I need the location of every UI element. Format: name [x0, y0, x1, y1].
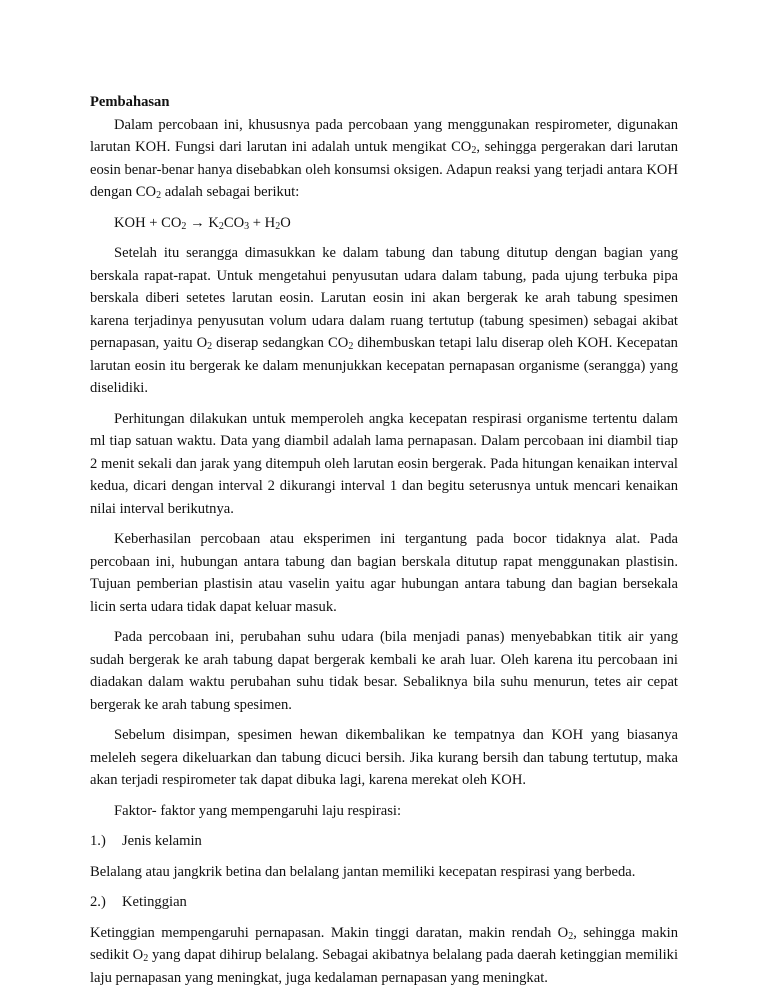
- subscript: 2: [348, 341, 354, 352]
- text-run: CO: [223, 214, 245, 231]
- text-run: , sehingga pergerakan dari larutan eosin benar-benar hanya disebabkan oleh konsumsi oksigen. Adapun reaksi yang terjadi antara KOH dengan CO: [90, 139, 679, 200]
- subscript: 3: [244, 220, 250, 232]
- text-run: → K: [186, 214, 219, 231]
- section-heading: Pembahasan: [90, 94, 170, 110]
- subscript: 2: [181, 220, 187, 232]
- paragraph-factors-intro: Faktor- faktor yang mempengaruhi laju respirasi:: [114, 802, 402, 819]
- document-page: [90, 91, 678, 997]
- text-run: Setelah itu serangga dimasukkan ke dalam tabung dan tabung ditutup dengan bagian yang berskala rapat-rapat. Untuk mengetahui penyusutan udara dalam tabung, pada ujung terbuka pipa berskala diberi setetes larutan eosin. Larutan eosin ini akan bergerak ke arah tabung spesimen karena terjadinya penyusutan volum udara dalam ruang tertutup (tabung spesimen) sebagai akibat pernapasan, yaitu O: [90, 245, 678, 351]
- list-label: Ketinggian: [122, 894, 187, 910]
- reaction-equation: [114, 212, 678, 235]
- list-number: 1.): [90, 833, 106, 849]
- paragraph-gender: Belalang atau jangkrik betina dan belalang jantan memiliki kecepatan respirasi yang berbeda.: [90, 863, 636, 880]
- text-run: , sehingga makin sedikit O: [90, 924, 678, 963]
- list-number: 2.): [90, 894, 106, 910]
- paragraph-temperature: Pada percobaan ini, perubahan suhu udara (bila menjadi panas) menyebabkan titik air yang sudah bergerak ke arah tabung dapat bergerak kembali ke arah luar. Oleh karena itu percobaan ini diadakan dalam waktu perubahan suhu tidak besar. Sebaliknya bila suhu menurun, tetes air cepat bergerak ke arah tabung spesimen.: [90, 629, 678, 713]
- paragraph-success-factors: Keberhasilan percobaan atau eksperimen ini tergantung pada bocor tidaknya alat. Pada percobaan ini, hubungan antara tabung dan bagian berskala ditutup rapat menggunakan plastisin. Tujuan pemberian plastisin atau vaselin yaitu agar hubungan antara tabung dan bagian bersekala licin serta udara tidak dapat keluar masuk.: [90, 531, 678, 615]
- paragraph-storage: Sebelum disimpan, spesimen hewan dikembalikan ke tempatnya dan KOH yang biasanya meleleh segera dikeluarkan dan tabung dicuci bersih. Jika kurang bersih dan tabung tertutup, maka akan terjadi respirometer tak dapat dibuka lagi, karena merekat oleh KOH.: [90, 727, 678, 788]
- subscript: 2: [568, 930, 574, 942]
- paragraph-koh-function: [90, 114, 678, 204]
- subscript: 2: [143, 953, 149, 964]
- subscript: 2: [275, 220, 281, 232]
- paragraph-insect-setup: [90, 242, 678, 400]
- text-run: Dalam percobaan ini, khususnya pada percobaan yang menggunakan respirometer, digunakan larutan KOH. Fungsi dari larutan ini adalah untuk mengikat CO: [90, 116, 678, 155]
- text-run: adalah sebagai berikut:: [161, 184, 300, 200]
- text-run: + H: [249, 214, 276, 231]
- subscript: 2: [156, 190, 162, 201]
- text-run: KOH + CO: [114, 214, 182, 231]
- subscript: 2: [207, 341, 213, 352]
- text-run: dihembuskan tetapi lalu diserap oleh KOH. Kecepatan larutan eosin itu bergerak ke dalam menunjukkan kecepatan pernapasan organisme (serangga) yang diselidiki.: [90, 335, 678, 396]
- paragraph-altitude: [90, 922, 678, 990]
- list-item-altitude: [90, 891, 678, 914]
- subscript: 2: [471, 145, 477, 156]
- text-run: yang dapat dihirup belalang. Sebagai akibatnya belalang pada daerah ketinggian memiliki laju pernapasan yang meningkat, juga kedalaman pernapasan yang meningkat.: [90, 947, 678, 986]
- list-label: Jenis kelamin: [122, 833, 202, 849]
- list-item-gender: [90, 830, 678, 853]
- text-run: diserap sedangkan CO: [212, 335, 349, 351]
- text-run: Ketinggian mempengaruhi pernapasan. Makin tinggi daratan, makin rendah O: [90, 924, 569, 941]
- paragraph-calculation: Perhitungan dilakukan untuk memperoleh angka kecepatan respirasi organisme tertentu dalam ml tiap satuan waktu. Data yang diambil adalah lama pernapasan. Dalam percobaan ini diambil tiap 2 menit sekali dan jarak yang ditempuh oleh larutan eosin bergerak. Pada hitungan kenaikan interval kedua, dicari dengan interval 2 dikurangi interval 1 dan begitu seterusnya untuk mencari kenaikan nilai interval berikutnya.: [90, 410, 678, 517]
- text-run: O: [280, 214, 291, 231]
- subscript: 2: [218, 220, 224, 232]
